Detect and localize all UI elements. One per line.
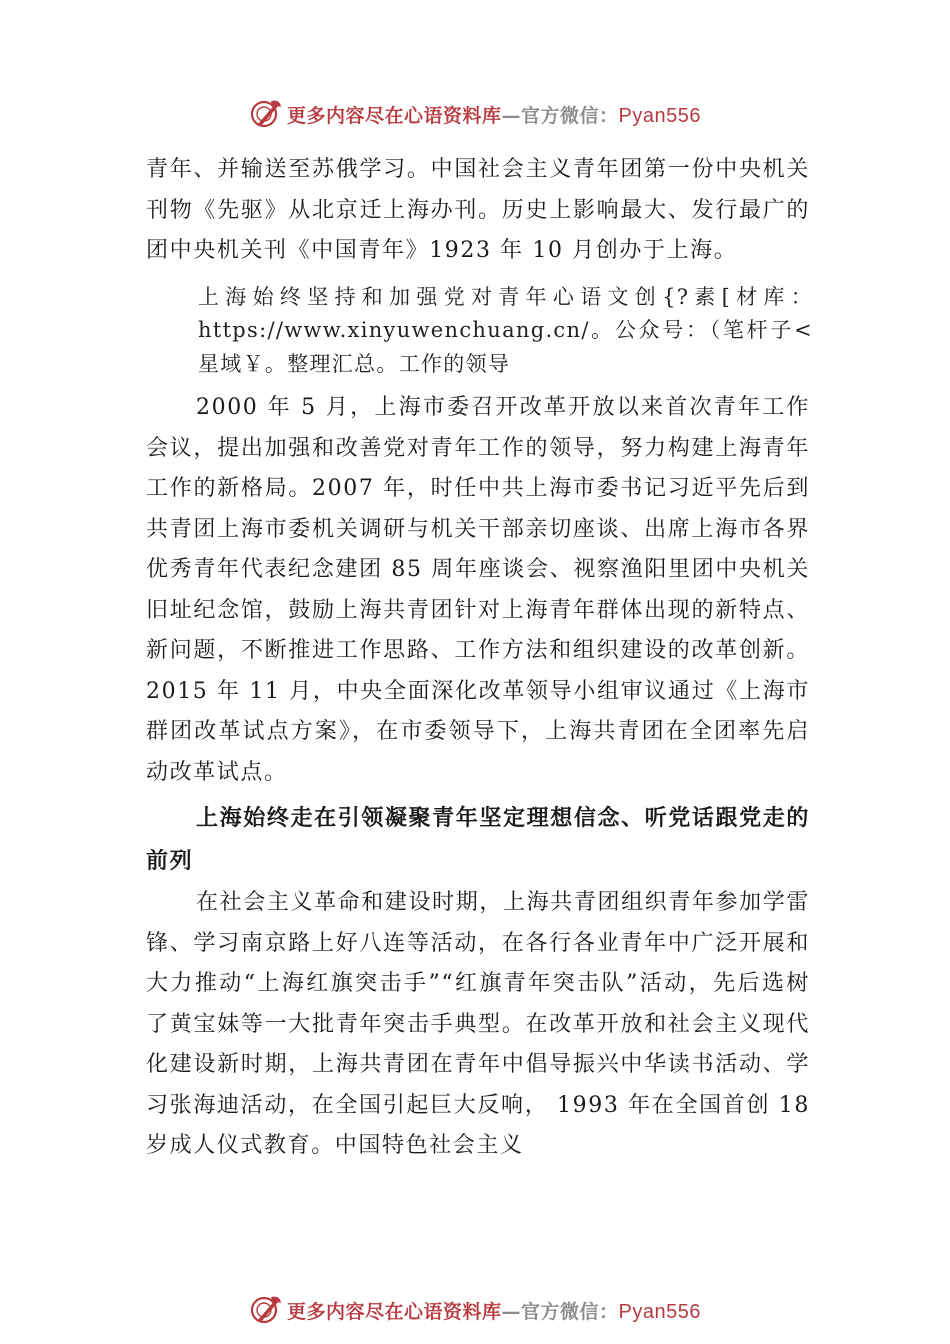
banner-text: [287, 1297, 701, 1324]
quill-logo-icon: [249, 97, 283, 131]
header-banner: [0, 94, 950, 134]
quill-logo-icon: [249, 1293, 283, 1327]
banner-dash: —: [501, 1300, 522, 1323]
banner-account: Pyan556: [618, 104, 701, 127]
section-heading: 上海始终走在引领凝聚青年坚定理想信念、听党话跟党走的前列: [146, 806, 810, 874]
banner-text: [287, 101, 701, 128]
paragraph-2000: 2000 年 5 月，上海市委召开改革开放以来首次青年工作会议，提出加强和改善党对青年工作的领导，努力构建上海青年工作的新格局。2007 年，时任中共上海市委书记习近平先后到共青团上海市委机关调研与机关干部亲切座谈、出席上海市各界优秀青年代表纪念建团 85 周年座谈会、视察渔阳里团中央机关旧址纪念馆，鼓励上海共青团针对上海青年群体出现的新特点、新问题，不断推进工作思路、工作方法和组织建设的改革创新。2015 年 11 月，中央全面深化改革领导小组审议通过《上海市群团改革试点方案》，在市委领导下，上海共青团在全团率先启动改革试点。: [146, 395, 810, 785]
banner-gray-text: 官方微信：: [521, 104, 619, 127]
banner-red-text: 更多内容尽在心语资料库: [287, 1300, 502, 1323]
document-body: [146, 150, 813, 1167]
footer-banner: [0, 1290, 950, 1330]
inserted-watermark-paragraph: 上海始终坚持和加强党对青年心语文创{?素[材库：https://www.xinyuwenchuang.cn/。公众号：（笔杆子<星域￥。整理汇总。工作的领导: [198, 284, 813, 376]
paragraph-socialist-era: 在社会主义革命和建设时期，上海共青团组织青年参加学雷锋、学习南京路上好八连等活动，在各行各业青年中广泛开展和大力推动“上海红旗突击手”“红旗青年突击队”活动，先后选树了黄宝妹等一大批青年突击手典型。在改革开放和社会主义现代化建设新时期，上海共青团在青年中倡导振兴中华读书活动、学习张海迪活动，在全国引起巨大反响， 1993 年在全国首创 18 岁成人仪式教育。中国特色社会主义: [146, 890, 810, 1158]
paragraph-continuation: 青年、并输送至苏俄学习。中国社会主义青年团第一份中央机关刊物《先驱》从北京迁上海办刊。历史上影响最大、发行最广的团中央机关刊《中国青年》1923 年 10 月创办于上海。: [146, 157, 810, 263]
banner-dash: —: [501, 104, 522, 127]
banner-account: Pyan556: [618, 1300, 701, 1323]
banner-red-text: 更多内容尽在心语资料库: [287, 104, 502, 127]
banner-gray-text: 官方微信：: [521, 1300, 619, 1323]
